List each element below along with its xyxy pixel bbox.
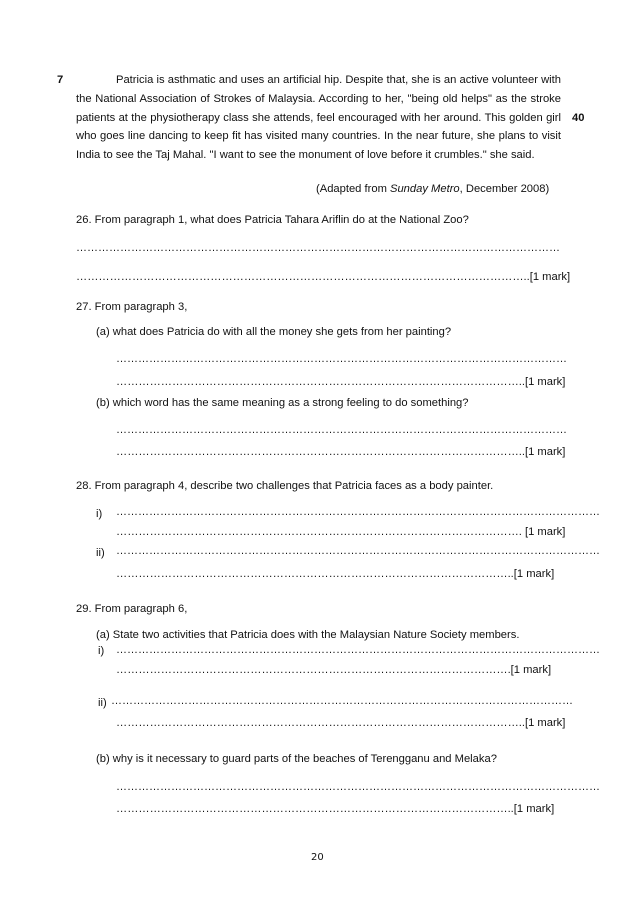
question-27a: (a) what does Patricia do with all the money she gets from her painting? [96,326,452,338]
source-title: Sunday Metro [390,183,460,195]
answer-line-mark[interactable]: ………………………………………………………………………………………………..[1 mark] [116,376,566,388]
item-label: ii) [96,547,105,559]
source-prefix: (Adapted from [316,183,390,195]
answer-line[interactable]: ……………………………………………………………………………………………………………… [111,695,573,707]
answer-line[interactable]: …………………………………………………………………………………………………………………… [116,781,600,793]
question-29: 29. From paragraph 6, [76,603,188,615]
passage-text: Patricia is asthmatic and uses an artificial hip. Despite that, she is an active volunteer with the National Association of Strokes of Malaysia. According to her, "being old helps" as the stroke patients at the physiotherapy class she attends, feel encouraged with her around. This golden girl who goes line dancing to keep fit has visited many countries. In the near future, she plans to visit India to see the Taj Mahal. "I want to see the monument of love before it crumbles." she said. [76,74,561,162]
answer-line-mark[interactable]: ……………………………………………………………………………………………..[1 mark] [116,568,555,580]
answer-line[interactable]: …………………………………………………………………………………………………………………… [76,242,560,254]
answer-line-mark[interactable]: ………………………………………………………………………………………………..[1 mark] [116,717,566,729]
answer-line[interactable]: …………………………………………………………………………………………………………………… [116,644,600,656]
question-27b: (b) which word has the same meaning as a strong feeling to do something? [96,397,469,409]
answer-line-mark[interactable]: ……………………………………………………………………………………………..[1 mark] [116,803,555,815]
source-suffix: , December 2008) [459,183,550,195]
answer-line[interactable]: …………………………………………………………………………………………………………………… [116,506,600,518]
answer-line[interactable]: …………………………………………………………………………………………………………………… [116,545,600,557]
question-28: 28. From paragraph 4, describe two challenges that Patricia faces as a body painter. [76,480,494,492]
passage-source [316,182,549,196]
answer-line[interactable]: …………………………………………………………………………………………………………… [116,353,567,365]
line-marker: 40 [572,112,585,124]
answer-line-mark[interactable]: …………………………………………………………………………………………….[1 mark] [116,664,552,676]
question-29a: (a) State two activities that Patricia does with the Malaysian Nature Society members. [96,629,520,641]
answer-line-mark[interactable]: ………………………………………………………………………………………………..[1 mark] [116,446,566,458]
answer-line[interactable]: …………………………………………………………………………………………………………… [116,424,567,436]
item-label: ii) [98,697,107,709]
question-27: 27. From paragraph 3, [76,301,188,313]
question-26: 26. From paragraph 1, what does Patricia Tahara Ariflin do at the National Zoo? [76,214,469,226]
passage-paragraph [76,71,561,165]
page-number: 20 [311,852,324,863]
item-label: i) [98,645,105,657]
item-label: i) [96,508,103,520]
answer-line-mark[interactable]: ………………………………………………………………………………………………. [1 mark] [116,526,566,538]
answer-line-mark[interactable]: …………………………………………………………………………………………………………..[1 mark] [76,271,571,283]
paragraph-number: 7 [57,74,64,86]
question-29b: (b) why is it necessary to guard parts of the beaches of Terengganu and Melaka? [96,753,497,765]
